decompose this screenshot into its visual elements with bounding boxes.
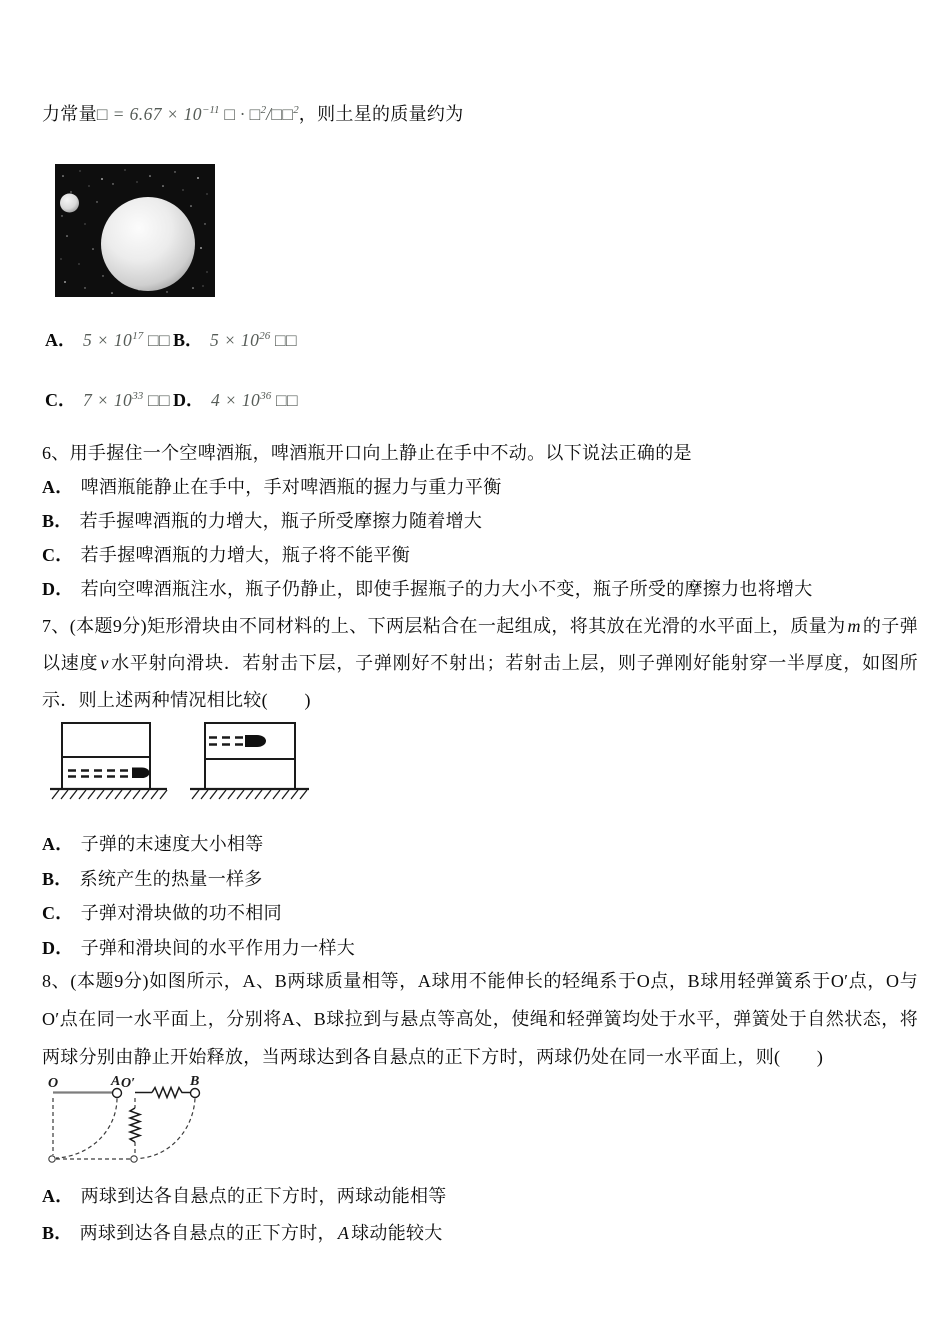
q7-options — [42, 827, 918, 965]
formula-unit2: /□□ — [266, 103, 294, 124]
q6-number: 6、 — [42, 443, 70, 463]
formula-symbol-box: □ — [96, 103, 108, 124]
variable-m: m — [847, 616, 861, 636]
q7-stem: 7、(本题9分)矩形滑块由不同材料的上、下两层粘合在一起组成，将其放在光滑的水平面上，质量为 m 的子弹以速度 v 水平射向滑块．若射击下层，子弹刚好不射出；若射击上层，则子弹刚好能射穿一半厚度，如图所示．则上述两种情况相比较( ) — [42, 616, 918, 710]
option-value: $7 \times 10^{33}$ □□ — [83, 389, 170, 410]
q5-intro-prefix: 力常量 — [42, 103, 97, 124]
ball-A-final — [49, 1156, 55, 1162]
swing-arc-A — [56, 1099, 117, 1159]
bullet-block-diagram — [45, 716, 315, 808]
q5-intro-line — [42, 95, 464, 129]
q8-option-b: B． 两球到达各自悬点的正下方时， A 球动能较大 — [42, 1223, 443, 1243]
vertical-spring — [130, 1108, 140, 1142]
label-O: O — [48, 1076, 59, 1091]
saturn-sphere — [101, 197, 195, 291]
formula-equals-mantissa: = 6.67 × 10 — [107, 103, 202, 124]
variable-v: v — [100, 653, 109, 673]
ball-A — [113, 1089, 122, 1098]
spring-pendulum — [130, 1088, 200, 1163]
q7-number: 7、 — [42, 616, 70, 636]
formula-unit1-exp: 2 — [260, 104, 267, 116]
q5-options-row2 — [0, 381, 950, 411]
q6-option-c: C． 若手握啤酒瓶的力增大，瓶子将不能平衡 — [42, 545, 411, 565]
right-block — [205, 723, 295, 789]
q5-option-d — [173, 381, 298, 417]
rope-pendulum — [49, 1089, 131, 1163]
pendulum-spring-diagram — [45, 1070, 220, 1170]
option-value: $5 \times 10^{26}$ □□ — [210, 329, 297, 350]
q6-option-b: B． 若手握啤酒瓶的力增大，瓶子所受摩擦力随着增大 — [42, 511, 483, 531]
q7-option-c: C． 子弹对滑块做的功不相同 — [42, 903, 282, 923]
question-6 — [42, 436, 918, 606]
option-value: $5 \times 10^{17}$ □□ — [83, 329, 170, 350]
q5-option-b — [173, 321, 297, 357]
ball-B-final — [131, 1156, 137, 1162]
label-B: B — [190, 1074, 200, 1089]
ball-B — [191, 1089, 200, 1098]
q6-option-d: D． 若向空啤酒瓶注水，瓶子仍静止，即使手握瓶子的力大小不变，瓶子所受的摩擦力也将增大 — [42, 579, 813, 599]
bullet-lower-layer — [132, 768, 150, 779]
q5-option-c — [45, 381, 170, 417]
q7-option-b: B． 系统产生的热量一样多 — [42, 868, 263, 889]
q7-option-a: A． 子弹的末速度大小相等 — [42, 834, 264, 854]
option-letter: C． — [45, 389, 76, 410]
q5-option-a — [45, 321, 170, 357]
q6-option-a: A． 啤酒瓶能静止在手中，手对啤酒瓶的握力与重力平衡 — [42, 477, 502, 497]
variable-A: A — [337, 1223, 350, 1243]
q8-stem: 8、(本题9分)如图所示，A、B两球质量相等，A球用不能伸长的轻绳系于O点，B球用轻弹簧系于O′点，O与O′点在同一水平面上，分别将A、B球拉到与悬点等高处，使绳和轻弹簧均处于水平，弹簧处于自然状态，将两球分别由静止开始释放，当两球达到各自悬点的正下方时，两球仍处在同一水平面上，则( ) — [42, 971, 918, 1067]
label-O-prime: O′ — [121, 1076, 136, 1091]
q5-intro-suffix: ，则土星的质量约为 — [298, 103, 464, 124]
swing-arc-B — [139, 1099, 196, 1159]
left-block — [62, 723, 150, 789]
ground-hatching — [50, 789, 309, 799]
formula-unit1: □ · □ — [219, 103, 261, 124]
horizontal-spring — [152, 1088, 191, 1098]
option-value: $4 \times 10^{36}$ □□ — [211, 389, 298, 410]
q7-option-d: D． 子弹和滑块间的水平作用力一样大 — [42, 937, 356, 958]
option-letter: A． — [45, 329, 76, 350]
option-letter: D． — [173, 389, 204, 410]
option-letter: B． — [173, 329, 204, 350]
label-A: A — [111, 1074, 121, 1089]
formula-exponent: −11 — [201, 104, 220, 116]
q8-number: 8、 — [42, 971, 71, 991]
moon-sphere — [60, 194, 79, 213]
gravitational-constant-formula — [97, 104, 299, 124]
saturn-moon-image — [55, 164, 215, 297]
formula-unit2-exp: 2 — [293, 104, 299, 116]
bullet-upper-layer — [245, 735, 266, 747]
q8-option-a: A． 两球到达各自悬点的正下方时，两球动能相等 — [42, 1186, 447, 1206]
q6-stem: 6、用手握住一个空啤酒瓶，啤酒瓶开口向上静止在手中不动。以下说法正确的是 — [42, 443, 692, 463]
q8-options — [42, 1178, 918, 1252]
q5-options-row1 — [0, 321, 950, 351]
